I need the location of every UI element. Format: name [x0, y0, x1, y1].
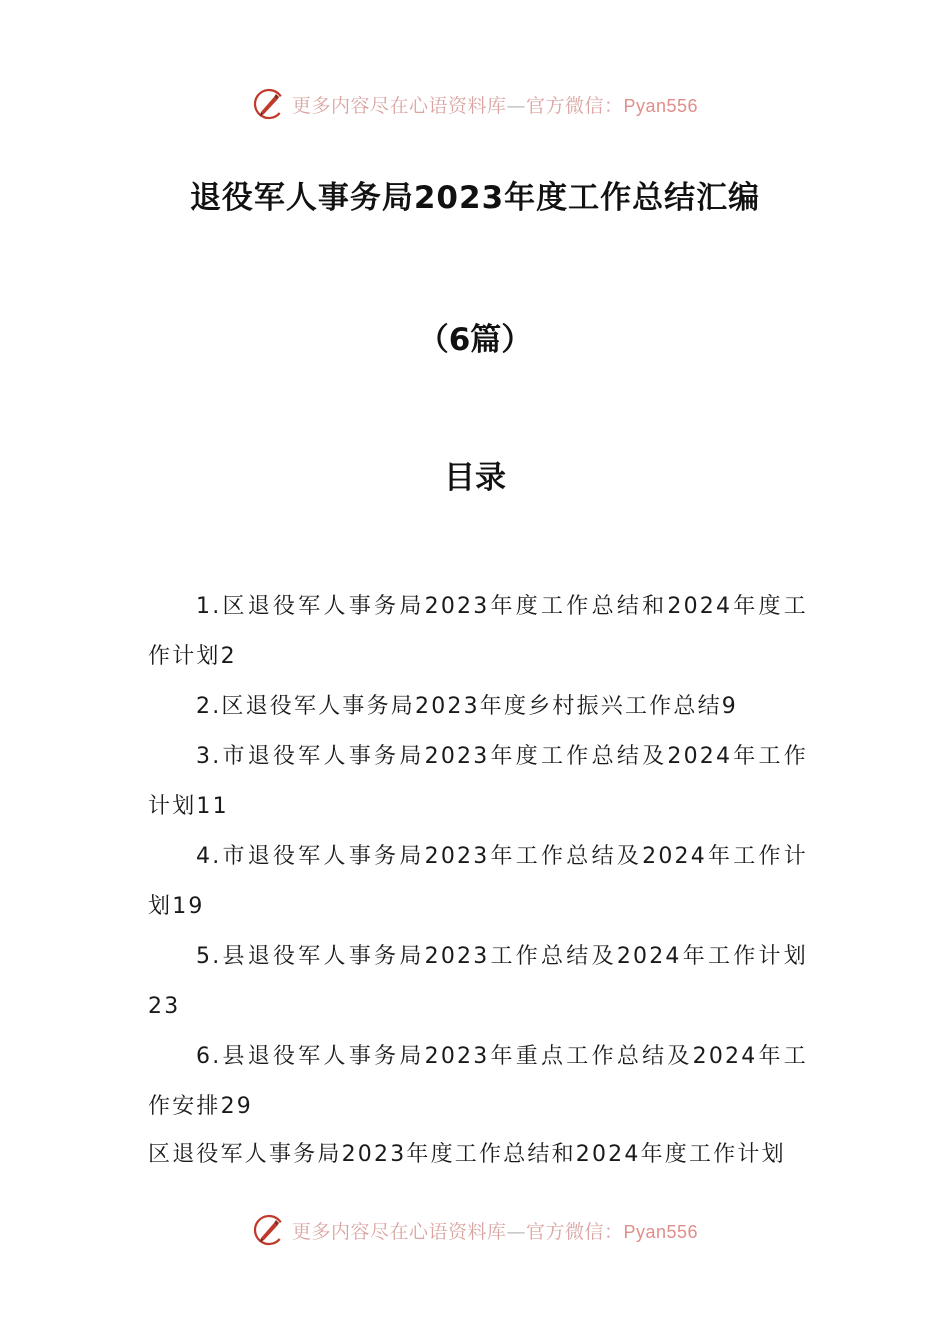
toc-item-5[interactable] — [148, 932, 808, 1032]
toc-page: 2 — [220, 644, 237, 669]
toc-text: 县退役军人事务局2023工作总结及2024年工作计划 — [221, 944, 808, 969]
toc-item-6[interactable] — [148, 1032, 808, 1132]
toc-heading: 目录 — [444, 460, 506, 496]
section-title: 区退役军人事务局2023年度工作总结和2024年度工作计划 — [148, 1142, 786, 1167]
watermark-text — [292, 1217, 698, 1244]
toc-page: 29 — [220, 1094, 254, 1119]
watermark-footer — [0, 1210, 950, 1250]
toc-text: 市退役军人事务局2023年度工作总结及2024年工作计划 — [148, 744, 808, 819]
watermark-cn: 更多内容尽在心语资料库 — [291, 94, 507, 117]
watermark-wechat-id: Pyan556 — [623, 95, 699, 116]
toc-number: 4. — [196, 844, 222, 869]
watermark-header — [0, 84, 950, 124]
toc-number: 6. — [196, 1044, 222, 1069]
watermark-text — [292, 91, 698, 118]
toc-text: 县退役军人事务局2023年重点工作总结及2024年工作安排 — [148, 1044, 808, 1119]
toc-item-1[interactable] — [148, 582, 808, 682]
watermark-wechat-id: Pyan556 — [623, 1221, 699, 1242]
toc-item-4[interactable] — [148, 832, 808, 932]
toc-item-3[interactable] — [148, 732, 808, 832]
toc-text: 市退役军人事务局2023年工作总结及2024年工作计划 — [148, 844, 808, 919]
table-of-contents — [148, 582, 808, 1132]
toc-text: 区退役军人事务局2023年度工作总结和2024年度工作计划 — [148, 594, 808, 669]
toc-number: 1. — [196, 594, 222, 619]
watermark-official: 官方微信： — [525, 94, 624, 117]
toc-text: 区退役军人事务局2023年度乡村振兴工作总结 — [221, 694, 722, 719]
toc-number: 3. — [196, 744, 222, 769]
pen-logo-icon — [252, 1213, 286, 1247]
pen-logo-icon — [252, 87, 286, 121]
document-subtitle: （6篇） — [417, 322, 533, 358]
toc-number: 5. — [196, 944, 222, 969]
document-title: 退役军人事务局2023年度工作总结汇编 — [189, 180, 761, 216]
watermark-cn: 更多内容尽在心语资料库 — [291, 1220, 507, 1243]
toc-page: 19 — [172, 894, 205, 919]
watermark-dash: — — [506, 1220, 526, 1243]
watermark-dash: — — [506, 94, 526, 117]
toc-number: 2. — [196, 694, 222, 719]
watermark-official: 官方微信： — [525, 1220, 624, 1243]
toc-page: 23 — [148, 994, 181, 1019]
toc-page: 9 — [721, 694, 738, 719]
toc-page: 11 — [196, 794, 229, 819]
toc-item-2[interactable] — [148, 682, 808, 732]
